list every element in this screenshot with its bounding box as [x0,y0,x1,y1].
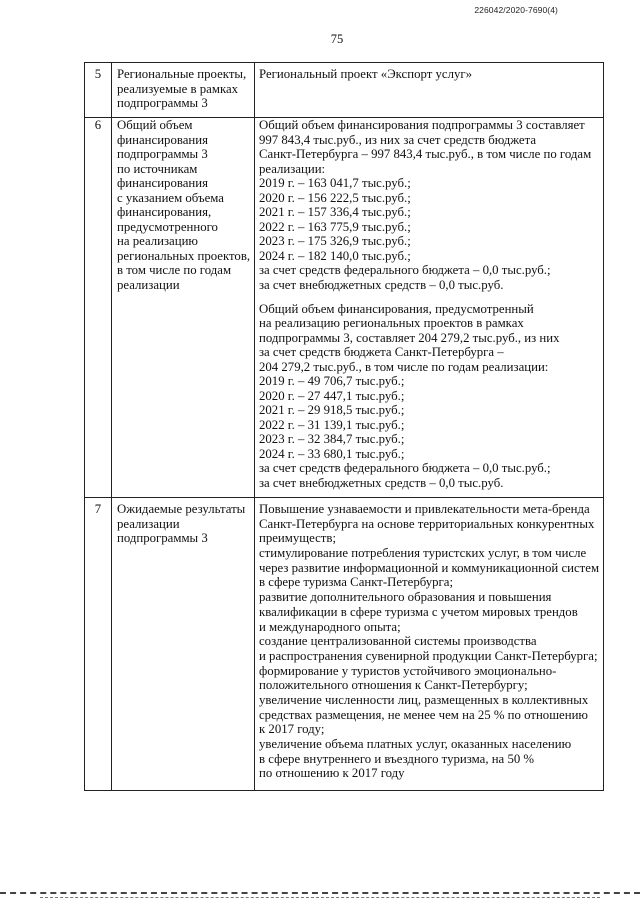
row-number [85,118,112,498]
content-line: средствах размещения, не менее чем на 25 % по отношению [259,707,588,722]
content-line: 997 843,4 тыс.руб., из них за счет средств бюджета [259,132,537,147]
content-line: 2022 г. – 31 139,1 тыс.руб.; [259,417,405,432]
label-line: подпрограммы 3 [117,96,208,110]
scan-edge-line [0,892,640,894]
label-line: предусмотренного [117,219,218,234]
label-line: финансирования [117,176,208,190]
content-line: Общий объем финансирования, предусмотренный [259,301,534,316]
row-label [112,118,255,498]
row-number-text: 6 [94,118,102,132]
row-content [255,118,604,498]
label-line: реализации [117,277,180,292]
label-line: реализации [117,516,180,531]
label-line: подпрограммы 3 [117,531,208,546]
row-content [255,63,604,118]
label-line: финансирования [117,132,208,147]
content-line: по отношению к 2017 году [259,766,405,781]
table-row [85,118,604,498]
content-line: в сфере внутреннего и въездного туризма, на 50 % [259,751,535,766]
content-line: и распространения сувенирной продукции Санкт-Петербурга; [259,648,598,663]
label-line: реализуемые в рамках [117,81,239,96]
row-label [112,63,255,118]
content-line: 2021 г. – 157 336,4 тыс.руб.; [259,205,411,219]
financing-regional-paragraph [259,302,603,491]
content-line: к 2017 году; [259,722,325,737]
content-line: создание централизованной системы производства [259,634,537,649]
content-line: через развитие информационной и коммуникационной систем [259,560,600,575]
content-line: 2020 г. – 156 222,5 тыс.руб.; [259,190,411,205]
label-line: на реализацию [117,234,198,248]
content-line: за счет средств федерального бюджета – 0,0 тыс.руб.; [259,461,551,475]
row-number [85,63,112,118]
content-line: положительного отношения к Санкт-Петербургу; [259,678,528,693]
document-id: 226042/2020-7690(4) [474,5,558,15]
label-line: Ожидаемые результаты [117,502,246,516]
content-line: преимуществ; [259,531,336,546]
content-line: 2019 г. – 49 706,7 тыс.руб.; [259,374,405,388]
content-line: в сфере туризма Санкт-Петербурга; [259,575,454,590]
content-line: 2023 г. – 32 384,7 тыс.руб.; [259,432,405,446]
row-number [85,498,112,791]
content-line: 2021 г. – 29 918,5 тыс.руб.; [259,403,405,417]
label-line: по источникам [117,161,198,176]
content-line: Санкт-Петербурга – 997 843,4 тыс.руб., в том числе по годам [259,147,592,161]
passport-table [84,62,604,791]
content-line: квалификации в сфере туризма с учетом мировых трендов [259,604,578,619]
label-line: в том числе по годам [117,263,232,277]
row-number-text: 7 [94,502,102,516]
label-line: подпрограммы 3 [117,147,208,161]
label-line: Общий объем [117,118,193,132]
content-line: за счет средств бюджета Санкт-Петербурга – [259,345,504,359]
table-row [85,63,604,118]
content-line: увеличение объема платных услуг, оказанных населению [259,737,572,751]
content-line: Общий объем финансирования подпрограммы 3 составляет [259,118,585,132]
financing-total-paragraph [259,118,603,292]
content-line: 2020 г. – 27 447,1 тыс.руб.; [259,388,405,403]
content-line: за счет средств федерального бюджета – 0,0 тыс.руб.; [259,263,551,277]
content-line: увеличение численности лиц, размещенных в коллективных [259,692,589,707]
content-line: Повышение узнаваемости и привлекательности мета-бренда [259,502,590,516]
content-line: на реализацию региональных проектов в рамках [259,316,524,330]
table-row [85,498,604,791]
label-line: региональных проектов, [117,248,251,263]
content-line: 2024 г. – 182 140,0 тыс.руб.; [259,248,411,263]
label-line: с указанием объема [117,190,224,205]
content-line: 2023 г. – 175 326,9 тыс.руб.; [259,234,411,248]
content-line: подпрограммы 3, составляет 204 279,2 тыс.руб., из них [259,330,560,345]
content-line: 204 279,2 тыс.руб., в том числе по годам реализации: [259,359,549,374]
page-number: 75 [330,32,344,46]
label-line: Региональные проекты, [117,67,247,81]
content-line: реализации: [259,161,326,176]
content-line: и международного опыта; [259,619,401,634]
content-line: стимулирование потребления туристских услуг, в том числе [259,546,587,561]
scan-edge-line [40,897,600,898]
row-label [112,498,255,791]
label-line: финансирования, [117,205,212,219]
row-content [255,498,604,791]
content-line: 2019 г. – 163 041,7 тыс.руб.; [259,176,411,190]
content-line: 2024 г. – 33 680,1 тыс.руб.; [259,446,405,461]
row-number-text: 5 [94,67,102,81]
content-line: Региональный проект «Экспорт услуг» [259,67,473,81]
content-line: развитие дополнительного образования и повышения [259,590,552,605]
content-line: Санкт-Петербурга на основе территориальных конкурентных [259,516,595,531]
content-line: за счет внебюджетных средств – 0,0 тыс.руб. [259,277,504,292]
content-line: за счет внебюджетных средств – 0,0 тыс.руб. [259,475,504,490]
content-line: 2022 г. – 163 775,9 тыс.руб.; [259,219,411,234]
content-line: формирование у туристов устойчивого эмоционально- [259,663,557,678]
